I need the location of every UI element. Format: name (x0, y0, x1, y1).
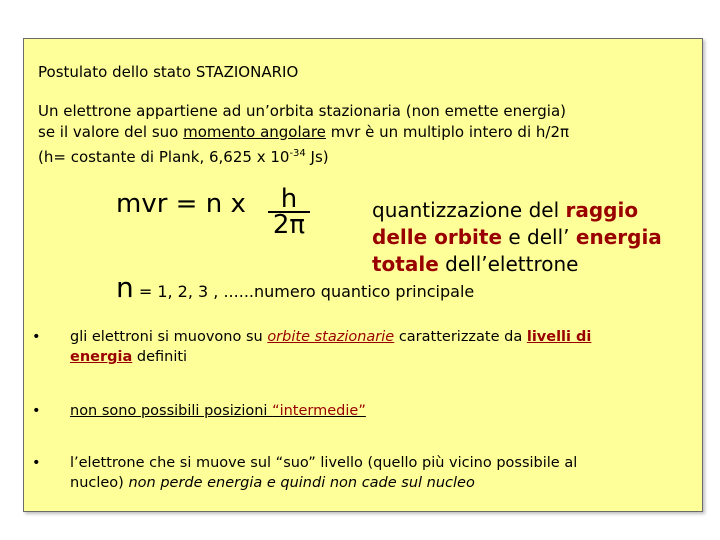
fraction-numerator: h (268, 187, 310, 213)
intro-line-3: (h= costante di Plank, 6,625 x $10^{-34}$ Js) (38, 148, 329, 166)
energy-word: energia (70, 349, 133, 365)
formula-fraction (268, 184, 310, 240)
intro-line-1: Un elettrone appartiene ad un’orbita stazionaria (non emette energia) (38, 102, 567, 120)
total-term: totale (372, 252, 439, 276)
stationary-orbits-term: orbite stazionarie (267, 329, 395, 345)
bullet-mark: • (32, 455, 41, 471)
slide-panel: Postulato dello stato STAZIONARIO Un elettrone appartiene ad un’orbita stazionaria (non emette energia) se il valore del suo momento angolare mvr è un multiplo intero di h/2π (h= costante di Plank, 6,625 x $10^{-34}$ Js) mvr = n x $\frac{h}{2\pi}$ quantizzazione del raggio delle orbite e dell’ energia totale dell’elettrone n = 1, 2, 3 , ......numero quantico principale • gli elettroni si muovono su orbite stazionarie caratterizzate da livelli di energia definiti • non sono possibili posizioni “intermedie” • l’elettrone che si muove sul “suo” livello (quello più vicino possibile al nucleo) non perde energia e quindi non cade sul nucleo (23, 38, 703, 512)
intro-line-2: se il valore del suo momento angolare mvr è un multiplo intero di h/2π (38, 123, 570, 141)
bullet-mark: • (32, 329, 41, 345)
exponent: -34 (289, 148, 306, 159)
energy-term: energia (575, 225, 662, 249)
n-symbol: n (116, 271, 134, 304)
radius-term: raggio (565, 198, 639, 222)
no-energy-loss-phrase: non perde energia e quindi non cade sul nucleo (128, 475, 475, 491)
slide-title: Postulato dello stato STAZIONARIO (38, 63, 299, 81)
intermediate-term: “intermedie” (272, 403, 366, 419)
bullet-mark: • (32, 403, 41, 419)
angular-momentum-term: momento angolare (183, 123, 326, 141)
fraction-denominator: 2π (272, 210, 306, 240)
formula-lhs: mvr = n x (116, 189, 246, 219)
energy-levels-term: livelli di (526, 329, 592, 345)
intro-paragraph (38, 101, 569, 168)
quantum-number-line: n = 1, 2, 3 , ......numero quantico principale (116, 271, 475, 304)
quantization-note: quantizzazione del raggio delle orbite e dell’ energia totale dell’elettrone (372, 198, 662, 276)
orbits-term: delle orbite (372, 225, 503, 249)
